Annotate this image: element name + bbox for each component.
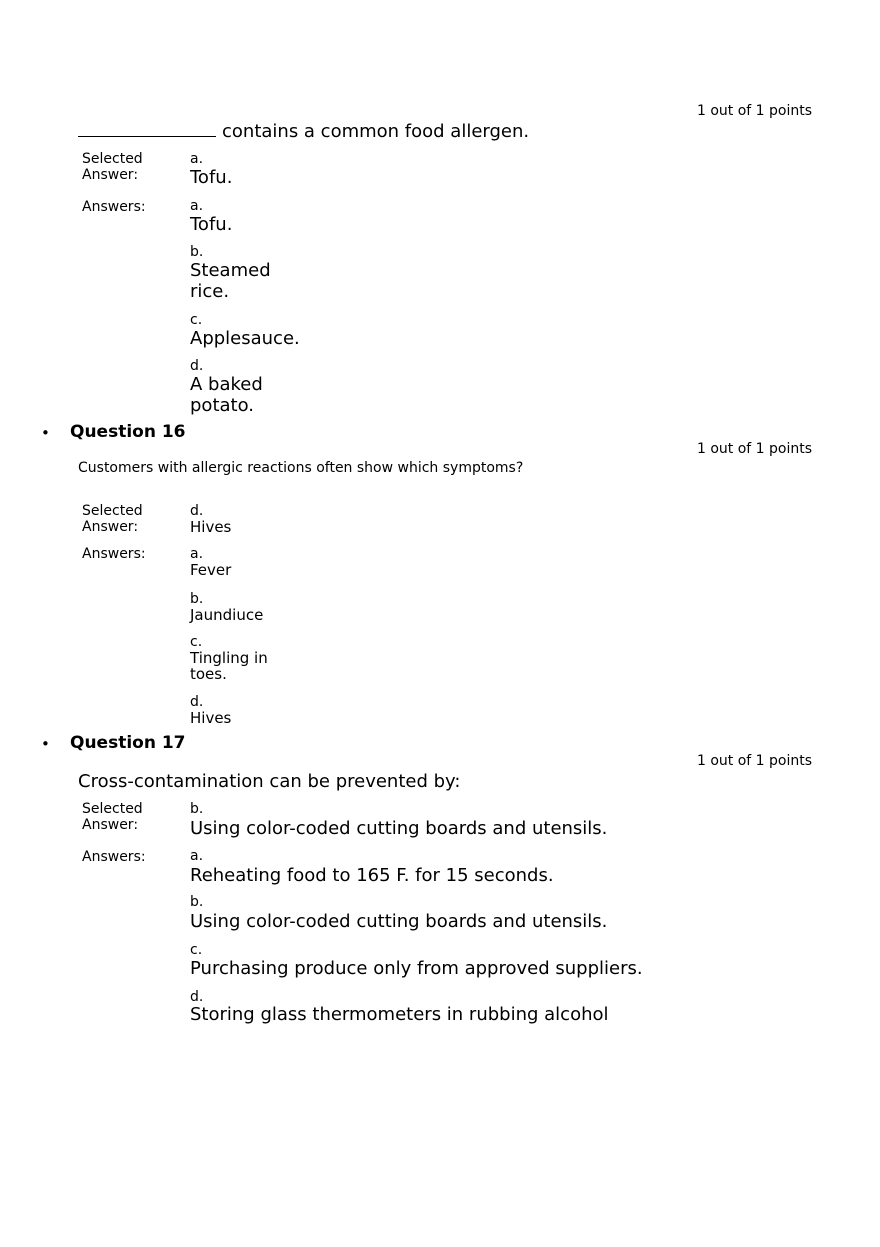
answers-label: Answers:: [82, 546, 146, 562]
question-prompt: [78, 121, 529, 142]
answer-letter: b.: [190, 894, 204, 910]
answer-letter: c.: [190, 942, 203, 958]
selected-answer-letter: b.: [190, 801, 204, 817]
answer-letter: a.: [190, 546, 204, 562]
bullet-icon: •: [41, 735, 50, 753]
points-label: 1 out of 1 points: [697, 753, 813, 769]
selected-answer-label: Selected Answer:: [82, 503, 143, 535]
selected-answer-letter: a.: [190, 151, 204, 167]
answer-letter: d.: [190, 694, 204, 710]
answer-text: potato.: [190, 395, 255, 416]
answer-text: Jaundiuce: [190, 606, 264, 624]
answer-letter: a.: [190, 848, 204, 864]
answer-text: Fever: [190, 561, 232, 579]
answer-letter: d.: [190, 358, 204, 374]
points-label: 1 out of 1 points: [697, 441, 813, 457]
selected-answer-text: Using color-coded cutting boards and utensils.: [190, 818, 608, 839]
answer-letter: c.: [190, 312, 203, 328]
prompt-text: contains a common food allergen.: [222, 121, 530, 142]
answer-text: Hives: [190, 709, 232, 727]
answer-text: Purchasing produce only from approved suppliers.: [190, 958, 643, 979]
question-prompt: Cross-contamination can be prevented by:: [78, 771, 461, 792]
answer-text: Reheating food to 165 F. for 15 seconds.: [190, 865, 554, 886]
bullet-icon: •: [41, 424, 50, 442]
answer-text: rice.: [190, 281, 230, 302]
question-title: Question 16: [70, 422, 186, 442]
answer-text: toes.: [190, 665, 227, 683]
answers-label: Answers:: [82, 199, 146, 215]
answer-letter: d.: [190, 989, 204, 1005]
selected-answer-label: Selected Answer:: [82, 151, 143, 183]
selected-answer-text: Tofu.: [190, 167, 233, 188]
answer-text: Steamed: [190, 260, 271, 281]
question-title: Question 17: [70, 733, 186, 753]
answer-text: Storing glass thermometers in rubbing alcohol: [190, 1004, 609, 1025]
answer-letter: b.: [190, 244, 204, 260]
answers-label: Answers:: [82, 849, 146, 865]
answer-text: Tofu.: [190, 214, 233, 235]
points-label: 1 out of 1 points: [697, 103, 813, 119]
fill-in-blank: [78, 121, 216, 137]
answer-text: Applesauce.: [190, 328, 300, 349]
answer-letter: b.: [190, 591, 204, 607]
selected-answer-label: Selected Answer:: [82, 801, 143, 833]
answer-text: Tingling in: [190, 649, 268, 667]
answer-text: Using color-coded cutting boards and utensils.: [190, 911, 608, 932]
answer-text: A baked: [190, 374, 263, 395]
question-prompt: Customers with allergic reactions often show which symptoms?: [78, 460, 524, 476]
selected-answer-letter: d.: [190, 503, 204, 519]
selected-answer-text: Hives: [190, 518, 232, 536]
answer-letter: c.: [190, 634, 203, 650]
answer-letter: a.: [190, 198, 204, 214]
